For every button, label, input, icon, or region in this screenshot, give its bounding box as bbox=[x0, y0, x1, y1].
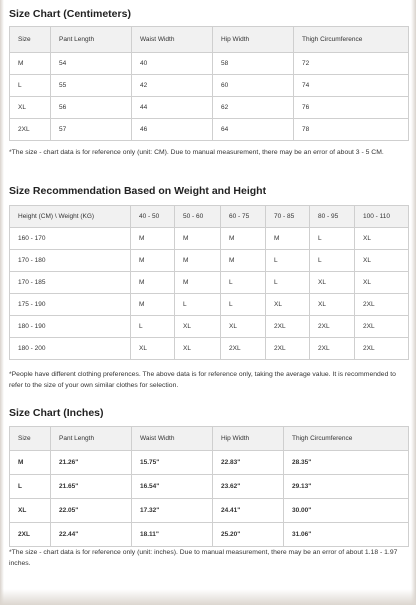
recommendation-table-row bbox=[10, 272, 409, 294]
inch-table-header-cell: Thigh Circumference bbox=[284, 427, 409, 451]
recommendation-table-cell: XL bbox=[131, 338, 175, 360]
recommendation-table-cell: 180 - 200 bbox=[10, 338, 131, 360]
recommendation-table-cell: M bbox=[221, 228, 266, 250]
recommendation-table-cell: M bbox=[175, 228, 221, 250]
inch-table-header-cell: Pant Length bbox=[51, 427, 132, 451]
recommendation-table-cell: XL bbox=[221, 316, 266, 338]
inch-table-cell: 22.44" bbox=[51, 523, 132, 547]
inch-table-cell: 29.13" bbox=[284, 475, 409, 499]
recommendation-table-row bbox=[10, 228, 409, 250]
recommendation-table-cell: 180 - 190 bbox=[10, 316, 131, 338]
recommendation-table-cell: L bbox=[266, 272, 310, 294]
recommendation-note: *People have different clothing preferences. The above data is for reference only, taking the average value. It is recommended to refer to the size of your own similar clothes for selection. bbox=[9, 371, 396, 389]
recommendation-table-header-cell: 60 - 75 bbox=[221, 206, 266, 228]
cm-table-row bbox=[10, 97, 409, 119]
recommendation-table-cell: 170 - 185 bbox=[10, 272, 131, 294]
recommendation-table-cell: L bbox=[175, 294, 221, 316]
cm-table-cell: L bbox=[10, 75, 51, 97]
inch-table-header-cell: Size bbox=[10, 427, 51, 451]
recommendation-table-cell: L bbox=[266, 250, 310, 272]
inch-table-header-cell: Waist Width bbox=[132, 427, 213, 451]
recommendation-table-cell: 2XL bbox=[310, 338, 355, 360]
recommendation-table-header-cell: 40 - 50 bbox=[131, 206, 175, 228]
inch-table-cell: 22.83" bbox=[213, 451, 284, 475]
recommendation-table-cell: XL bbox=[175, 338, 221, 360]
inch-table-cell: 16.54" bbox=[132, 475, 213, 499]
cm-table-cell: 42 bbox=[132, 75, 213, 97]
inch-table-cell: 24.41" bbox=[213, 499, 284, 523]
recommendation-table-cell: 2XL bbox=[355, 338, 409, 360]
recommendation-table-cell: XL bbox=[355, 228, 409, 250]
cm-table-cell: 56 bbox=[51, 97, 132, 119]
cm-table-row bbox=[10, 75, 409, 97]
inch-table-cell: 25.20" bbox=[213, 523, 284, 547]
inch-table-cell: M bbox=[10, 451, 51, 475]
inch-size-table bbox=[9, 426, 409, 547]
inch-table-cell: 28.35" bbox=[284, 451, 409, 475]
recommendation-table-cell: M bbox=[131, 228, 175, 250]
recommendation-header-row bbox=[10, 206, 409, 228]
recommendation-title: Size Recommendation Based on Weight and Height bbox=[9, 185, 267, 197]
cm-table-row bbox=[10, 119, 409, 141]
recommendation-table-cell: XL bbox=[310, 294, 355, 316]
page-edge-shadow-left bbox=[0, 0, 4, 605]
inch-table-row bbox=[10, 499, 409, 523]
cm-chart-title: Size Chart (Centimeters) bbox=[9, 8, 131, 20]
recommendation-table-row bbox=[10, 338, 409, 360]
inch-table-cell: XL bbox=[10, 499, 51, 523]
recommendation-table-cell: 2XL bbox=[310, 316, 355, 338]
inch-table-cell: 18.11" bbox=[132, 523, 213, 547]
cm-table-cell: 54 bbox=[51, 53, 132, 75]
recommendation-table-cell: XL bbox=[175, 316, 221, 338]
cm-table-cell: M bbox=[10, 53, 51, 75]
cm-size-table bbox=[9, 26, 409, 141]
inch-table-header-row bbox=[10, 427, 409, 451]
inch-table-cell: 2XL bbox=[10, 523, 51, 547]
inch-chart-title: Size Chart (Inches) bbox=[9, 407, 104, 419]
cm-table-cell: 2XL bbox=[10, 119, 51, 141]
recommendation-table-cell: M bbox=[131, 272, 175, 294]
inch-table-row bbox=[10, 451, 409, 475]
recommendation-table-cell: L bbox=[221, 272, 266, 294]
inch-chart-note: *The size - chart data is for reference only (unit: inches). Due to manual measurement, there may be an error of about 1.18 - 1.97 inches. bbox=[9, 549, 398, 567]
recommendation-table-header-cell: 80 - 95 bbox=[310, 206, 355, 228]
inch-table-header-cell: Hip Width bbox=[213, 427, 284, 451]
cm-table-cell: 64 bbox=[213, 119, 294, 141]
recommendation-table-cell: M bbox=[266, 228, 310, 250]
recommendation-table-cell: XL bbox=[355, 272, 409, 294]
recommendation-table-cell: 2XL bbox=[221, 338, 266, 360]
recommendation-table-cell: L bbox=[131, 316, 175, 338]
cm-table-cell: 60 bbox=[213, 75, 294, 97]
inch-table-cell: 21.26" bbox=[51, 451, 132, 475]
recommendation-table-cell: 170 - 180 bbox=[10, 250, 131, 272]
inch-table-cell: 15.75" bbox=[132, 451, 213, 475]
inch-table-cell: L bbox=[10, 475, 51, 499]
recommendation-table-cell: M bbox=[175, 272, 221, 294]
cm-table-header-row bbox=[10, 27, 409, 53]
inch-table-row bbox=[10, 523, 409, 547]
cm-table-cell: 62 bbox=[213, 97, 294, 119]
cm-table-cell: 78 bbox=[294, 119, 409, 141]
cm-table-row bbox=[10, 53, 409, 75]
inch-table-cell: 31.06" bbox=[284, 523, 409, 547]
recommendation-table-header-cell: Height (CM) \ Weight (KG) bbox=[10, 206, 131, 228]
recommendation-table-cell: XL bbox=[266, 294, 310, 316]
recommendation-table-cell: 175 - 190 bbox=[10, 294, 131, 316]
recommendation-table-cell: 160 - 170 bbox=[10, 228, 131, 250]
recommendation-table-cell: M bbox=[175, 250, 221, 272]
recommendation-table-cell: XL bbox=[355, 250, 409, 272]
inch-table-cell: 23.62" bbox=[213, 475, 284, 499]
cm-table-header-cell: Waist Width bbox=[132, 27, 213, 53]
cm-table-cell: XL bbox=[10, 97, 51, 119]
cm-table-cell: 55 bbox=[51, 75, 132, 97]
recommendation-table-cell: L bbox=[310, 250, 355, 272]
recommendation-table-cell: 2XL bbox=[355, 316, 409, 338]
recommendation-table-header-cell: 70 - 85 bbox=[266, 206, 310, 228]
cm-table-cell: 44 bbox=[132, 97, 213, 119]
recommendation-table-cell: L bbox=[310, 228, 355, 250]
recommendation-table-cell: 2XL bbox=[266, 316, 310, 338]
recommendation-table-cell: L bbox=[221, 294, 266, 316]
inch-table-cell: 30.00" bbox=[284, 499, 409, 523]
inch-table-cell: 17.32" bbox=[132, 499, 213, 523]
recommendation-table-cell: 2XL bbox=[355, 294, 409, 316]
cm-table-header-cell: Pant Length bbox=[51, 27, 132, 53]
inch-table-cell: 22.05" bbox=[51, 499, 132, 523]
recommendation-table-header-cell: 50 - 60 bbox=[175, 206, 221, 228]
page-edge-shadow-bottom bbox=[0, 589, 416, 605]
recommendation-table-row bbox=[10, 250, 409, 272]
cm-table-header-cell: Thigh Circumference bbox=[294, 27, 409, 53]
recommendation-table-cell: 2XL bbox=[266, 338, 310, 360]
recommendation-table bbox=[9, 205, 409, 360]
cm-table-cell: 57 bbox=[51, 119, 132, 141]
cm-table-header-cell: Size bbox=[10, 27, 51, 53]
inch-table-row bbox=[10, 475, 409, 499]
cm-table-cell: 58 bbox=[213, 53, 294, 75]
recommendation-table-row bbox=[10, 316, 409, 338]
recommendation-table-row bbox=[10, 294, 409, 316]
recommendation-table-cell: XL bbox=[310, 272, 355, 294]
cm-table-cell: 74 bbox=[294, 75, 409, 97]
recommendation-table-cell: M bbox=[131, 294, 175, 316]
page-edge-shadow-right bbox=[411, 0, 416, 605]
cm-table-cell: 40 bbox=[132, 53, 213, 75]
recommendation-table-cell: M bbox=[221, 250, 266, 272]
recommendation-table-cell: M bbox=[131, 250, 175, 272]
recommendation-table-header-cell: 100 - 110 bbox=[355, 206, 409, 228]
cm-table-header-cell: Hip Width bbox=[213, 27, 294, 53]
cm-table-cell: 72 bbox=[294, 53, 409, 75]
cm-table-cell: 76 bbox=[294, 97, 409, 119]
cm-table-cell: 46 bbox=[132, 119, 213, 141]
inch-table-cell: 21.65" bbox=[51, 475, 132, 499]
cm-chart-note: *The size - chart data is for reference only (unit: CM). Due to manual measurement, there may be an error of about 3 - 5 CM. bbox=[9, 149, 384, 156]
